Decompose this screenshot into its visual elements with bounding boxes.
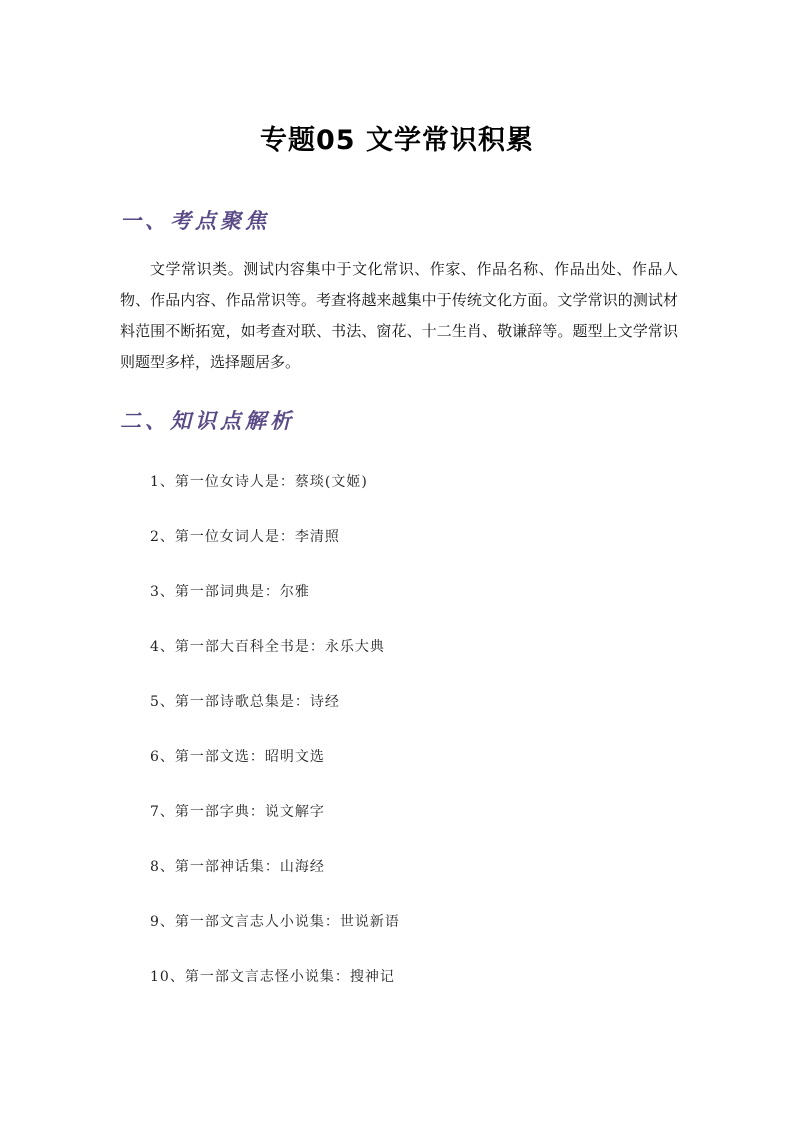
list-item: 4、第一部大百科全书是：永乐大典 [150,639,385,655]
list-item: 8、第一部神话集：山海经 [150,859,325,875]
list-item: 2、第一位女词人是：李清照 [150,529,340,545]
section-heading-analysis: 二、知识点解析 [120,408,295,433]
list-item: 5、第一部诗歌总集是：诗经 [150,694,340,710]
section-heading-focus: 一、考点聚焦 [120,208,270,233]
list-item: 7、第一部字典：说文解字 [150,804,325,820]
list-item: 6、第一部文选：昭明文选 [150,749,325,765]
knowledge-list [150,470,400,1020]
list-item: 3、第一部词典是：尔雅 [150,584,310,600]
list-item: 1、第一位女诗人是：蔡琰(文姬) [150,474,368,490]
list-item: 10、第一部文言志怪小说集：搜神记 [150,969,395,985]
section-paragraph: 文学常识类。测试内容集中于文化常识、作家、作品名称、作品出处、作品人物、作品内容、作品常识等。考查将越来越集中于传统文化方面。文学常识的测试材料范围不断拓宽，如考查对联、书法、窗花、十二生肖、敬谦辞等。题型上文学常识则题型多样，选择题居多。 [120,260,678,371]
page-title: 专题05 文学常识积累 [260,125,534,156]
list-item: 9、第一部文言志人小说集：世说新语 [150,914,400,930]
